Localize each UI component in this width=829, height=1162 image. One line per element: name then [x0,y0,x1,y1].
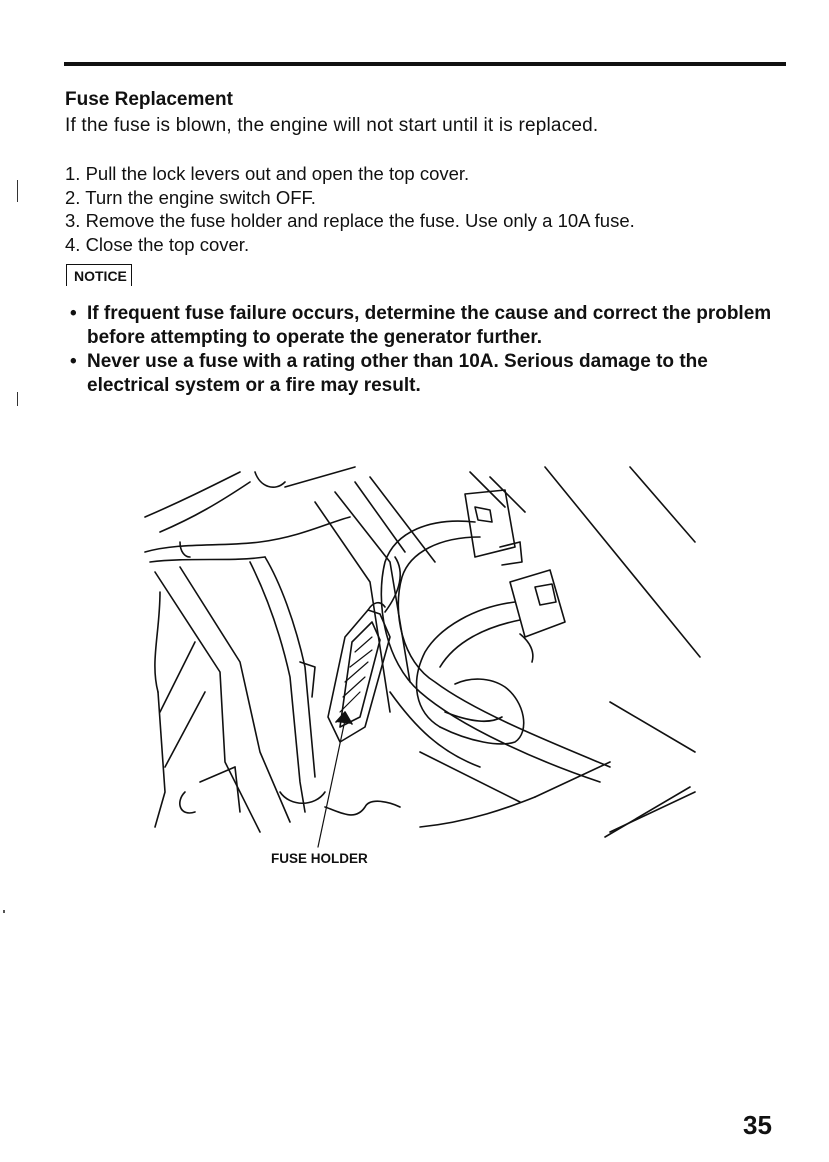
bullet-icon: • [70,303,77,324]
notice-item-text: Never use a fuse with a rating other than 10A. Serious damage to the electrical system or a fire may result. [87,351,708,396]
margin-change-bar [17,180,18,202]
notice-item [70,350,786,398]
page-number: 35 [743,1110,772,1140]
section-title: Fuse Replacement [65,89,233,110]
step-item: 3. Remove the fuse holder and replace the fuse. Use only a 10A fuse. [65,210,635,231]
step-list [65,162,635,256]
intro-text: If the fuse is blown, the engine will not start until it is replaced. [65,115,599,136]
notice-item [70,302,786,350]
step-item: 2. Turn the engine switch OFF. [65,186,316,208]
step-item: 1. Pull the lock levers out and open the top cover. [65,163,470,184]
fuse-holder-illustration [140,462,710,852]
scan-speck [3,910,5,913]
step-item: 4. Close the top cover. [65,233,250,255]
notice-label: NOTICE [66,264,132,286]
margin-change-bar [17,392,18,406]
notice-item-text: If frequent fuse failure occurs, determine the cause and correct the problem before attempting to operate the generator further. [87,303,772,348]
notice-list [70,302,786,398]
bullet-icon: • [70,351,77,372]
top-rule [64,62,786,66]
figure-label-fuse-holder: FUSE HOLDER [271,851,368,866]
